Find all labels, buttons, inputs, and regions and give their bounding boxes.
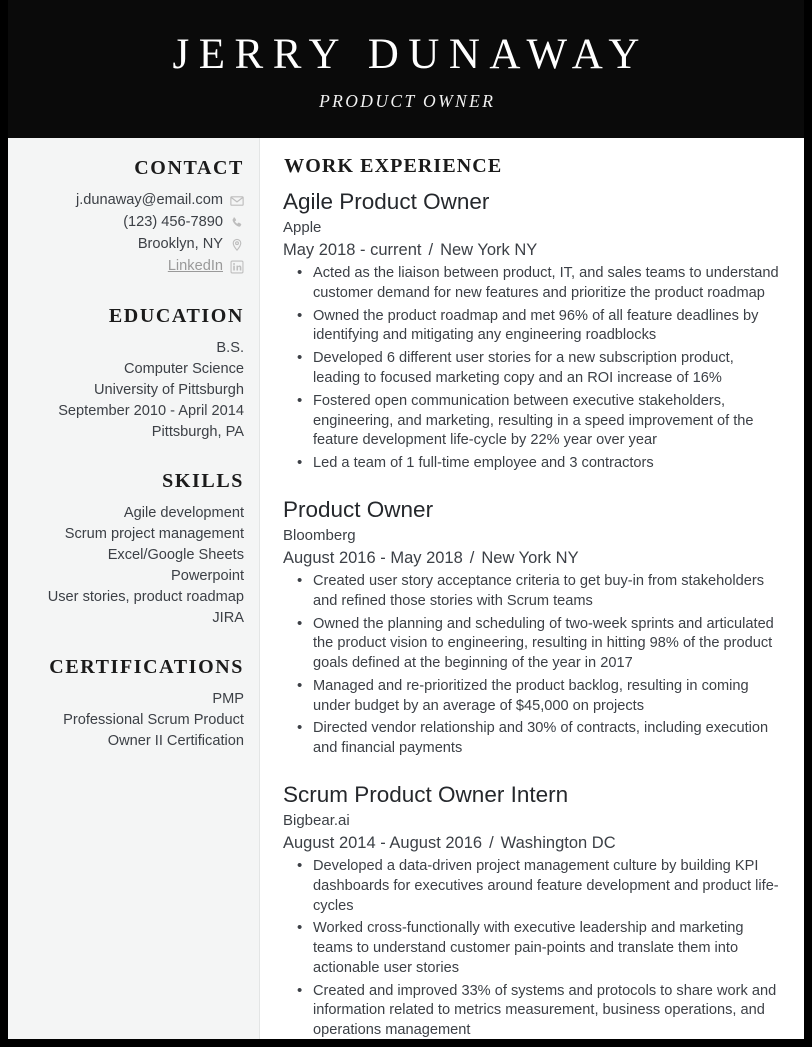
phone-text: (123) 456-7890 (123, 214, 223, 231)
job-bullet: • Acted as the liaison between product, IT, and sales teams to understand customer demand for new features and prioritize the product roadmap (313, 264, 782, 304)
education-heading: EDUCATION (108, 304, 244, 327)
job-bullet: • Directed vendor relationship and 30% of contracts, including execution and financial payments (313, 719, 782, 759)
job-location: New York NY (440, 240, 538, 259)
job-bullet: • Owned the planning and scheduling of two-week sprints and articulated the product vision to engineering, resulting in hitting 98% of the product goals defined at the beginning of the year in 2017 (313, 615, 782, 674)
contact-heading: CONTACT (134, 157, 244, 179)
work-experience-heading: WORK EXPERIENCE (284, 155, 503, 177)
job-title: Product Owner (283, 496, 434, 522)
job-dates: May 2018 - current (283, 240, 422, 259)
job-bullet-list (283, 264, 782, 474)
skill-item: Scrum project management (64, 525, 244, 542)
envelope-icon (230, 194, 244, 208)
job-meta-separator: / (489, 833, 494, 852)
experience-entry (283, 781, 782, 1039)
contact-item-linkedin[interactable] (18, 256, 244, 277)
job-bullet: • Led a team of 1 full-time employee and 3 contractors (313, 454, 782, 474)
job-bullet: • Created user story acceptance criteria to get buy-in from stakeholders and refined those stories with Scrum teams (313, 572, 782, 612)
skills-heading: SKILLS (162, 469, 244, 492)
location-pin-icon (230, 238, 244, 252)
certifications-heading: CERTIFICATIONS (49, 655, 244, 678)
resume-header (8, 0, 804, 138)
experience-entry (283, 188, 782, 474)
resume-page (8, 0, 804, 1039)
job-company: Apple (283, 219, 322, 236)
linkedin-icon (230, 260, 244, 274)
education-line: September 2010 - April 2014 (58, 402, 244, 419)
certification-item: Professional Scrum Product Owner II Certification (63, 711, 244, 749)
candidate-title: PRODUCT OWNER (319, 91, 496, 112)
job-bullet: • Created and improved 33% of systems and protocols to share work and information related to metrics measurement, business operations, and operations management (313, 982, 782, 1039)
certifications-section (18, 655, 244, 752)
job-meta (283, 548, 782, 569)
job-dates: August 2014 - August 2016 (283, 833, 483, 852)
sidebar (8, 138, 260, 1039)
job-dates: August 2016 - May 2018 (283, 548, 463, 567)
education-line: B.S. (216, 339, 244, 356)
job-title: Scrum Product Owner Intern (283, 781, 569, 807)
contact-section (18, 156, 244, 278)
job-bullet: • Worked cross-functionally with executive leadership and marketing teams to understand customer pain-points and translate them into actionable user stories (313, 919, 782, 978)
contact-item-location[interactable] (18, 234, 244, 255)
education-line: University of Pittsburgh (93, 381, 244, 398)
resume-body (8, 138, 804, 1039)
education-section (18, 304, 244, 443)
location-text: Brooklyn, NY (137, 236, 223, 253)
linkedin-link-text[interactable]: LinkedIn (167, 258, 223, 275)
job-bullet-list (283, 857, 782, 1039)
contact-item-phone[interactable] (18, 212, 244, 233)
skills-section (18, 469, 244, 629)
job-meta (283, 240, 782, 261)
job-bullet: • Managed and re-prioritized the product backlog, resulting in coming under budget by an average of $45,000 on projects (313, 677, 782, 717)
job-title: Agile Product Owner (283, 189, 490, 214)
skill-item: Excel/Google Sheets (107, 546, 244, 563)
certification-item: PMP (212, 690, 244, 707)
education-line: Computer Science (123, 360, 244, 377)
education-line: Pittsburgh, PA (151, 423, 244, 440)
experience-entry (283, 496, 782, 759)
contact-item-email[interactable] (18, 190, 244, 211)
job-location: New York NY (481, 548, 579, 567)
email-text: j.dunaway@email.com (75, 192, 223, 208)
job-bullet: • Developed 6 different user stories for a new subscription product, leading to focused marketing copy and an ROI increase of 16% (313, 349, 782, 389)
skill-item: User stories, product roadmap (47, 588, 244, 605)
job-bullet: • Fostered open communication between executive stakeholders, engineering, and marketing, resulting in a speed improvement of the feature development life-cycle by 22% year over year (313, 392, 782, 451)
skill-item: JIRA (212, 609, 244, 626)
job-bullet: • Developed a data-driven project management culture by building KPI dashboards for executives around feature development and product life-cycles (313, 857, 782, 916)
main-column (260, 138, 804, 1039)
candidate-name: JERRY DUNAWAY (172, 30, 649, 78)
phone-icon (230, 216, 244, 230)
skill-item: Powerpoint (170, 567, 244, 584)
job-meta-separator: / (428, 240, 434, 259)
job-company: Bigbear.ai (283, 811, 350, 829)
job-bullet: • Owned the product roadmap and met 96% of all feature deadlines by identifying and mitigating any engineering roadblocks (313, 307, 782, 347)
job-meta (283, 833, 782, 854)
job-location: Washington DC (500, 833, 616, 852)
skill-item: Agile development (123, 504, 244, 521)
job-company: Bloomberg (283, 526, 356, 544)
job-bullet-list (283, 572, 782, 759)
job-meta-separator: / (469, 548, 475, 567)
